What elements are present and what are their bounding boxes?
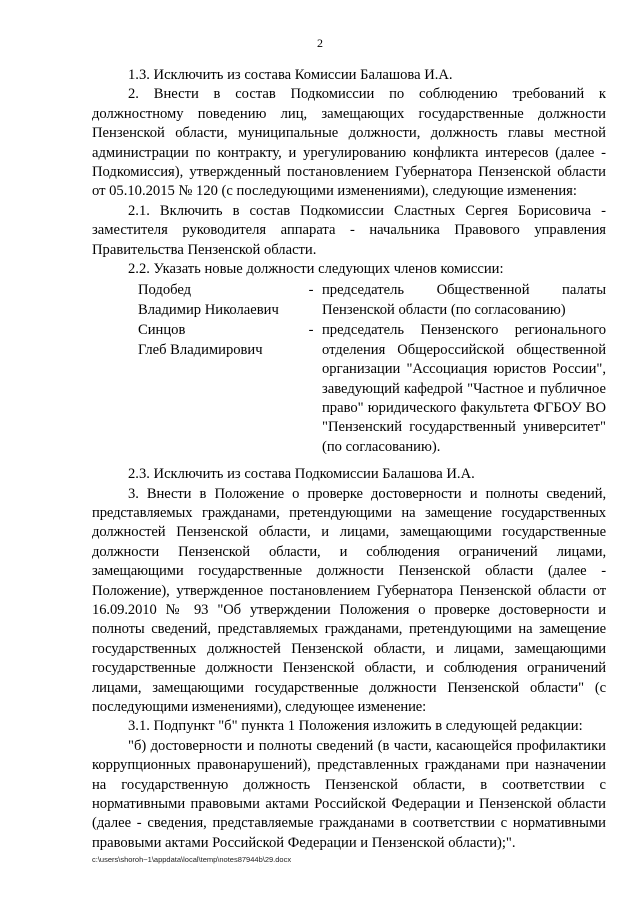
member-surname: Подобед [138, 282, 192, 299]
member-dash: - [308, 322, 314, 339]
paragraph-3: 3. Внести в Положение о проверке достоверности и полноты сведений, представляемых гражданами, претендующими на замещение государственных должностей Пензенской области, и лицами, замещающими государственные должности Пензенской области, и соблюдения ограничений лицами, замещающими государственные должности Пензенской области (далее - Положение), утвержденное постановлением Губернатора Пензенской области от 16.09.2010 № 93 "Об утверждении Положения о проверке достоверности и полноты сведений, представляемых гражданами, претендующими на замещение государственных должностей Пензенской области, и лицами, замещающими государственные должности Пензенской области, и соблюдения ограничений лицами, замещающими государственные должности Пензенской области" (с последующими изменениями), следующее изменение: [92, 485, 606, 715]
file-path-footer: c:\users\shoroh~1\appdata\local\temp\notes87944b\29.docx [92, 855, 292, 864]
paragraph-2: 2. Внести в состав Подкомиссии по соблюдению требований к должностному поведению лиц, замещающих государственные должности Пензенской области, муниципальные должности, должность главы местной администрации по контракту, и урегулированию конфликта интересов (далее - Подкомиссия), утвержденный постановлением Губернатора Пензенской области от 05.10.2015 № 120 (с последующими изменениями), следующие изменения: [92, 86, 606, 200]
member-dash: - [308, 282, 314, 299]
paragraph-2-2: 2.2. Указать новые должности следующих членов комиссии: [128, 261, 504, 278]
member-surname: Синцов [138, 322, 186, 339]
document-body [92, 66, 606, 853]
paragraph-3-1-b: "б) достоверности и полноты сведений (в части, касающейся профилактики коррупционных правонарушений), представленных гражданами при назначении на государственную должность Пензенской области, в соответствии с нормативными правовыми актами Российской Федерации и Пензенской области (далее - сведения, представляемые гражданами в соответствии с нормативными правовыми актами Российской Федерации и Пензенской области);". [92, 737, 606, 851]
member-role: председатель Пензенского регионального отделения Общероссийской общественной организации "Ассоциация юристов России", заведующий кафедрой "Частное и публичное право" юридического факультета ФГБОУ ВО "Пензенский государственный университет" (по согласованию). [322, 322, 606, 455]
paragraph-2-3: 2.3. Исключить из состава Подкомиссии Балашова И.А. [128, 466, 475, 483]
paragraph-2-1: 2.1. Включить в состав Подкомиссии Сластных Сергея Борисовича - заместителя руководителя аппарата - начальника Правового управления Правительства Пензенской области. [92, 202, 606, 258]
page-number: 2 [317, 36, 323, 50]
paragraph-1-3: 1.3. Исключить из состава Комиссии Балашова И.А. [128, 67, 453, 83]
member-given-names: Глеб Владимирович [138, 341, 263, 358]
paragraph-3-1: 3.1. Подпункт "б" пункта 1 Положения изложить в следующей редакции: [128, 718, 583, 735]
member-entry [92, 281, 606, 320]
member-given-names: Владимир Николаевич [138, 301, 279, 318]
member-entry [92, 321, 606, 457]
member-name [92, 281, 300, 320]
member-name [92, 321, 300, 457]
member-role: председатель Общественной палаты Пензенской области (по согласованию) [322, 282, 606, 318]
members-list [92, 281, 606, 457]
